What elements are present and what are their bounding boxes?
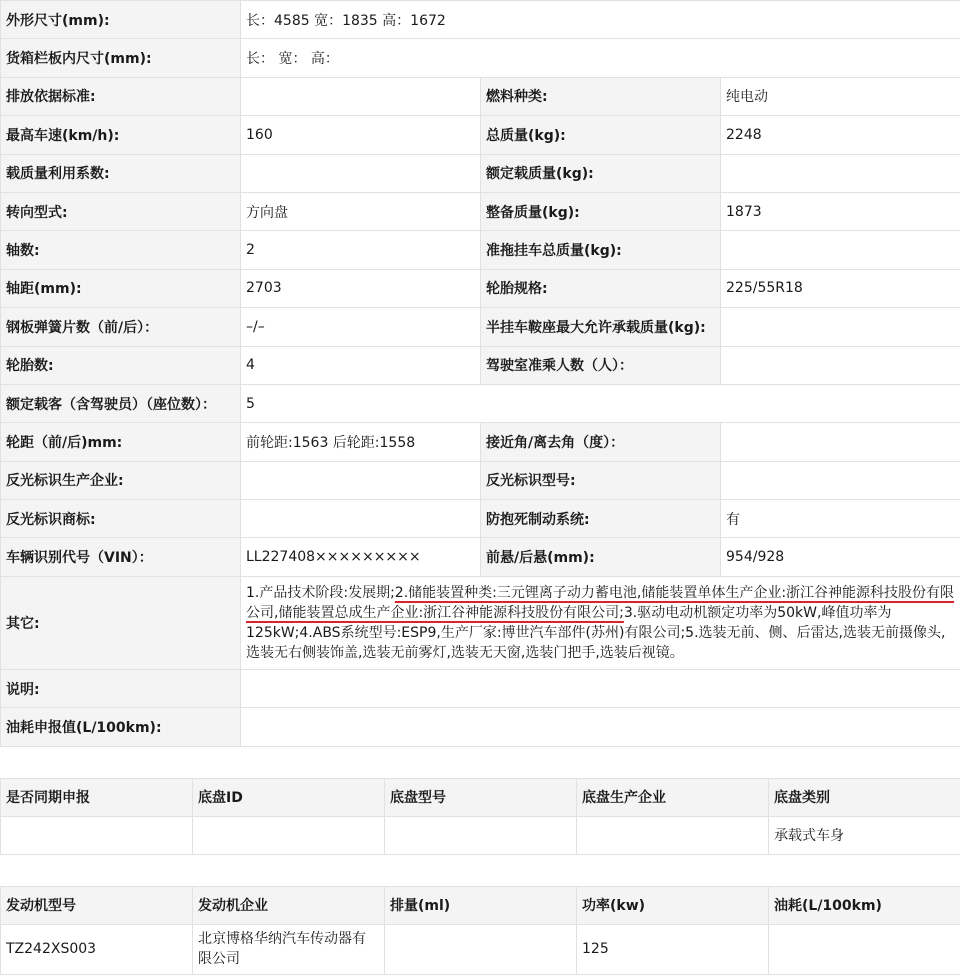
spec-row-notes (1, 669, 960, 707)
other-label: 其它: (1, 576, 241, 669)
spec-row-seats (1, 384, 960, 422)
wheelbase-label: 轴距(mm): (1, 269, 241, 307)
cargo-dims-value: 长： 宽： 高： (241, 39, 960, 77)
steering-value: 方向盘 (241, 192, 481, 230)
reflect-brand-label: 反光标识商标: (1, 500, 241, 538)
total-mass-label: 总质量(kg): (481, 116, 721, 154)
axles-label: 轴数: (1, 231, 241, 269)
cab-seats-value (721, 346, 960, 384)
overhang-value: 954/928 (721, 538, 960, 576)
saddle-load-value (721, 308, 960, 346)
spec-row (1, 231, 960, 269)
chassis-header-sync: 是否同期申报 (1, 778, 193, 816)
angles-label: 接近角/离去角（度）： (481, 423, 721, 461)
max-speed-value: 160 (241, 116, 481, 154)
track-value: 前轮距:1563 后轮距:1558 (241, 423, 481, 461)
engine-cell-consumption (769, 924, 960, 974)
load-util-label: 载质量利用系数: (1, 154, 241, 192)
angles-value (721, 423, 960, 461)
emission-label: 排放依据标准: (1, 77, 241, 115)
trailer-mass-value (721, 231, 960, 269)
notes-label: 说明: (1, 669, 241, 707)
tire-count-value: 4 (241, 346, 481, 384)
spec-row-other (1, 576, 960, 669)
chassis-table (0, 778, 960, 855)
cab-seats-label: 驾驶室准乘人数（人）： (481, 346, 721, 384)
seats-label: 额定载客（含驾驶员）（座位数）： (1, 384, 241, 422)
table-row (1, 816, 960, 854)
saddle-load-label: 半挂车鞍座最大允许承载质量(kg): (481, 308, 721, 346)
reflect-maker-value (241, 461, 481, 499)
spec-row (1, 116, 960, 154)
section-gap (0, 747, 960, 778)
chassis-cell-sync (1, 816, 193, 854)
abs-value: 有 (721, 500, 960, 538)
other-part3: 3.驱动电动机额定功率为50kW,峰值功率为125kW;4.ABS系统型号:ESP9,生产厂家:博世汽车部件(苏州)有限公司;5.选装无前、侧、后雷达,选装无前摄像头,选装无右侧装饰盖,选装无前雾灯,选装无天窗,选装门把手,选装后视镜。 (246, 604, 946, 661)
fuel-label: 燃料种类: (481, 77, 721, 115)
seats-value: 5 (241, 384, 960, 422)
engine-header-displacement: 排量(ml) (385, 886, 577, 924)
other-value (241, 576, 960, 669)
reflect-brand-value (241, 500, 481, 538)
steering-label: 转向型式: (1, 192, 241, 230)
engine-header-row (1, 886, 960, 924)
spec-row (1, 423, 960, 461)
dimensions-label: 外形尺寸(mm): (1, 1, 241, 39)
engine-cell-maker: 北京博格华纳汽车传动器有限公司 (193, 924, 385, 974)
engine-header-model: 发动机型号 (1, 886, 193, 924)
rated-load-label: 额定载质量(kg): (481, 154, 721, 192)
fuel-value: 纯电动 (721, 77, 960, 115)
wheelbase-value: 2703 (241, 269, 481, 307)
tire-spec-value: 225/55R18 (721, 269, 960, 307)
spec-row (1, 192, 960, 230)
spec-row-fuel-report (1, 708, 960, 746)
reflect-model-label: 反光标识型号: (481, 461, 721, 499)
track-label: 轮距（前/后)mm: (1, 423, 241, 461)
load-util-value (241, 154, 481, 192)
engine-header-power: 功率(kw) (577, 886, 769, 924)
chassis-cell-maker (577, 816, 769, 854)
spec-row (1, 538, 960, 576)
chassis-cell-category: 承载式车身 (769, 816, 960, 854)
engine-cell-model: TZ242XS003 (1, 924, 193, 974)
tire-spec-label: 轮胎规格: (481, 269, 721, 307)
spec-row (1, 500, 960, 538)
engine-cell-displacement (385, 924, 577, 974)
spec-row-dimensions (1, 1, 960, 39)
spec-row (1, 308, 960, 346)
curb-mass-value: 1873 (721, 192, 960, 230)
fuel-report-label: 油耗申报值(L/100km): (1, 708, 241, 746)
abs-label: 防抱死制动系统: (481, 500, 721, 538)
reflect-maker-label: 反光标识生产企业: (1, 461, 241, 499)
max-speed-label: 最高车速(km/h): (1, 116, 241, 154)
table-row (1, 924, 960, 974)
chassis-header-model: 底盘型号 (385, 778, 577, 816)
engine-cell-power: 125 (577, 924, 769, 974)
chassis-header-category: 底盘类别 (769, 778, 960, 816)
rated-load-value (721, 154, 960, 192)
emission-value (241, 77, 481, 115)
section-gap (0, 855, 960, 886)
curb-mass-label: 整备质量(kg): (481, 192, 721, 230)
engine-table (0, 886, 960, 975)
spec-row (1, 346, 960, 384)
other-part1: 1.产品技术阶段:发展期; (246, 584, 395, 601)
axles-value: 2 (241, 231, 481, 269)
total-mass-value: 2248 (721, 116, 960, 154)
chassis-header-id: 底盘ID (193, 778, 385, 816)
dimensions-value: 长：4585 宽：1835 高：1672 (241, 1, 960, 39)
spec-row (1, 77, 960, 115)
chassis-cell-model (385, 816, 577, 854)
fuel-report-value (241, 708, 960, 746)
leaf-springs-value: –/– (241, 308, 481, 346)
spec-row (1, 269, 960, 307)
other-part2-underlined: 2.储能装置种类:三元锂离子动力蓄电池,储能装置单体生产企业:浙江谷神能源科技股份有限公司,储能装置总成生产企业:浙江谷神能源科技股份有限公司; (246, 584, 955, 621)
vin-value: LL227408××××××××× (241, 538, 481, 576)
chassis-header-row (1, 778, 960, 816)
tire-count-label: 轮胎数: (1, 346, 241, 384)
cargo-dims-label: 货箱栏板内尺寸(mm): (1, 39, 241, 77)
leaf-springs-label: 钢板弹簧片数（前/后）： (1, 308, 241, 346)
chassis-header-maker: 底盘生产企业 (577, 778, 769, 816)
spec-row (1, 461, 960, 499)
spec-row (1, 154, 960, 192)
chassis-cell-id (193, 816, 385, 854)
engine-header-maker: 发动机企业 (193, 886, 385, 924)
engine-header-consumption: 油耗(L/100km) (769, 886, 960, 924)
vin-label: 车辆识别代号（VIN）： (1, 538, 241, 576)
spec-row-cargo-dims (1, 39, 960, 77)
reflect-model-value (721, 461, 960, 499)
trailer-mass-label: 准拖挂车总质量(kg): (481, 231, 721, 269)
overhang-label: 前悬/后悬(mm): (481, 538, 721, 576)
notes-value (241, 669, 960, 707)
